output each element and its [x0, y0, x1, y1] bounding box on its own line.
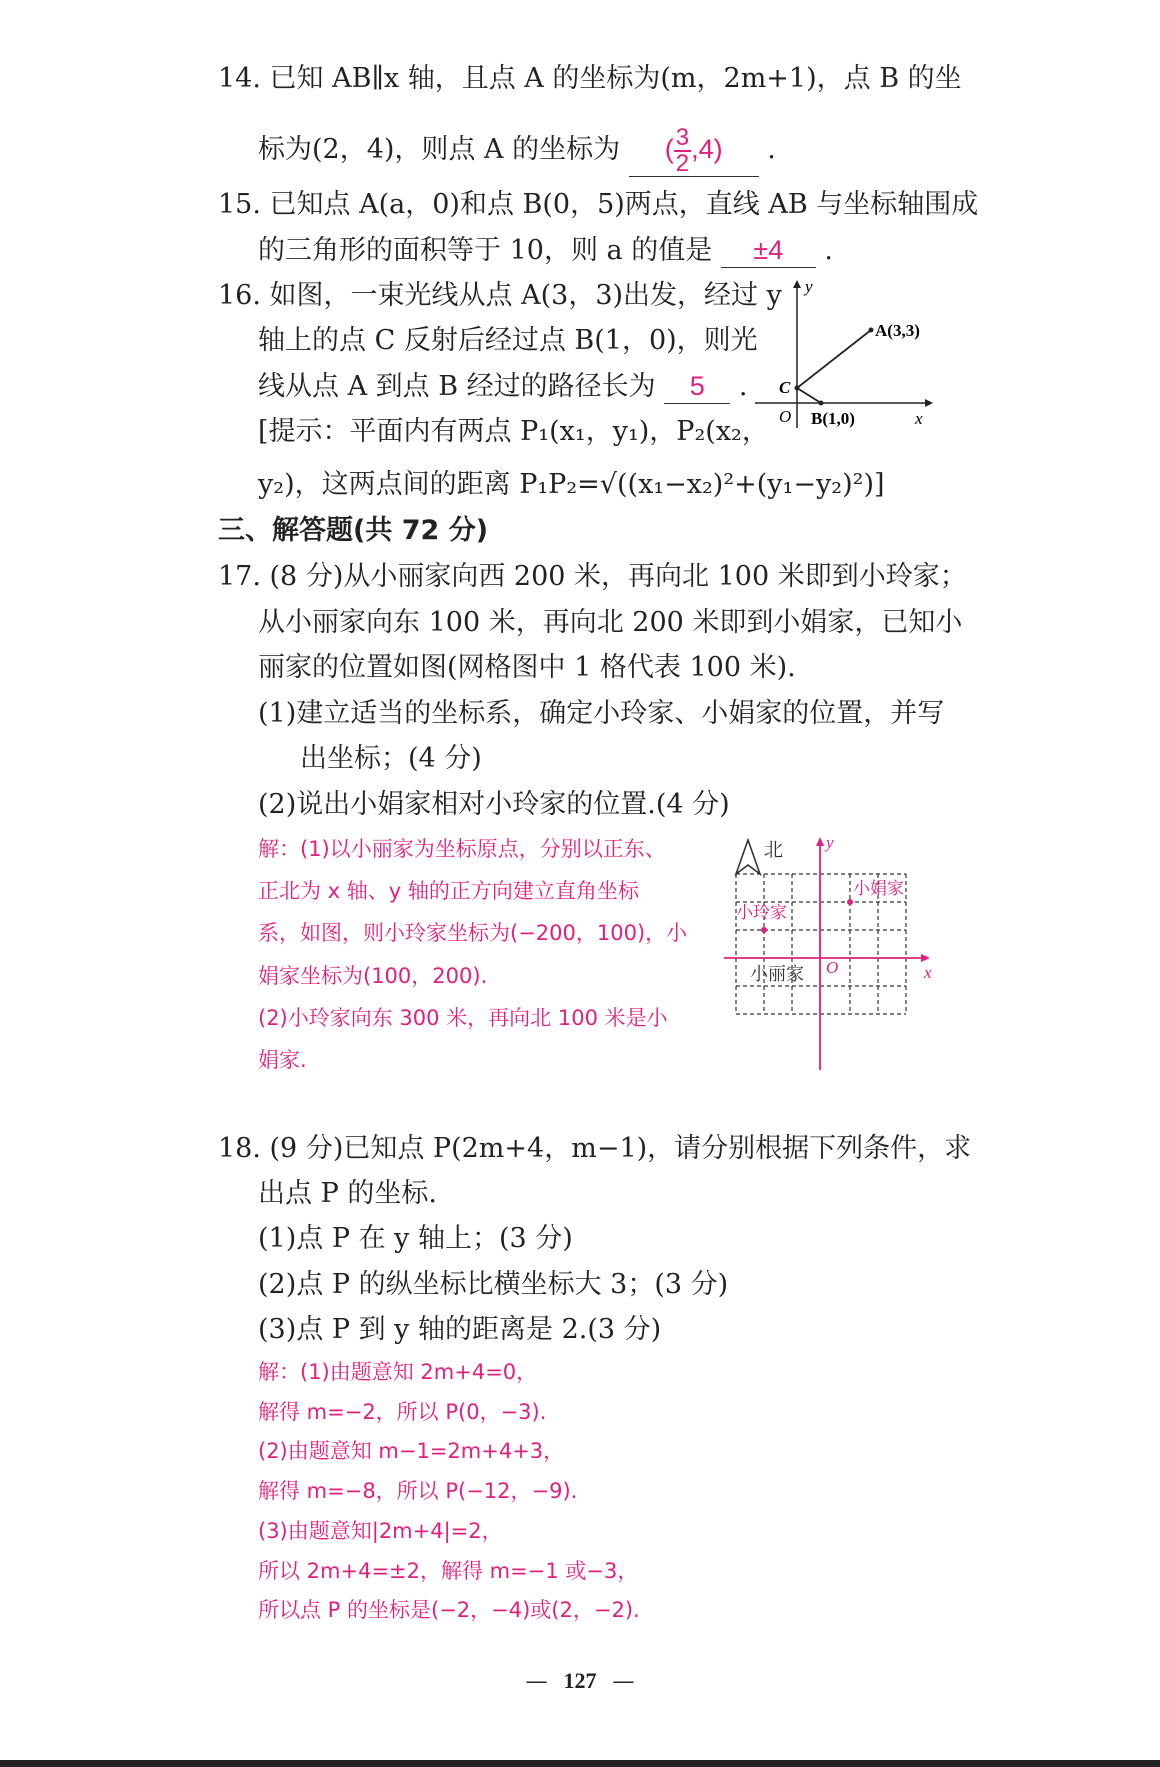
q18-solution-line1: 解：(1)由题意知 2m+4=0， — [258, 1360, 538, 1384]
q16-ray-cb — [797, 388, 821, 403]
q18-part2: (2)点 P 的纵坐标比横坐标大 3；(3 分) — [258, 1269, 729, 1300]
q16-answer: 5 — [664, 369, 730, 404]
q16-point-b — [819, 401, 824, 406]
q14-answer-blank — [629, 126, 759, 177]
q17-line2: 从小丽家向东 100 米，再向北 200 米即到小娟家，已知小 — [258, 607, 963, 638]
section3-title: 三、解答题(共 72 分) — [218, 515, 489, 546]
q17-x-arrow — [921, 954, 930, 962]
q14-line2-prefix: 标为(2，4)，则点 A 的坐标为 — [258, 134, 621, 166]
q17-label-y: y — [826, 834, 834, 852]
q14-answer-numerator: 3 — [675, 124, 690, 151]
q16-line2: 轴上的点 C 反射后经过点 B(1，0)，则光 — [258, 325, 758, 356]
q17-part2: (2)说出小娟家相对小玲家的位置.(4 分) — [258, 789, 730, 820]
bottom-bar — [0, 1760, 1160, 1767]
q16-hint-line1: [提示：平面内有两点 P₁(x₁，y₁)，P₂(x₂， — [258, 416, 769, 447]
q16-label-y: y — [805, 278, 813, 296]
q15-line2-suffix: . — [824, 235, 833, 266]
footer-dash-left: — — [525, 1669, 548, 1694]
q17-solution-line5: (2)小玲家向东 300 米，再向北 100 米是小 — [258, 1006, 668, 1030]
q18-solution-line5: (3)由题意知|2m+4|=2， — [258, 1519, 503, 1543]
q14-answer-close: ,4) — [691, 134, 723, 165]
q17-y-arrow — [816, 837, 824, 846]
q17-part1-line1: (1)建立适当的坐标系，确定小玲家、小娟家的位置，并写 — [258, 698, 945, 729]
q14-answer-fraction — [674, 126, 691, 176]
q14-answer-denominator: 2 — [675, 150, 690, 177]
q17-label-north: 北 — [764, 840, 784, 861]
q17-line3: 丽家的位置如图(网格图中 1 格代表 100 米). — [258, 652, 796, 683]
q16-ray-ac — [797, 330, 871, 388]
q14-answer-open: ( — [664, 134, 674, 165]
q18-line2: 出点 P 的坐标. — [258, 1178, 437, 1209]
q17-label-x: x — [924, 963, 932, 982]
q16-point-c — [795, 386, 800, 391]
q14-line2-suffix: . — [767, 134, 776, 166]
q14-line2 — [258, 126, 776, 177]
q16-x-arrow — [925, 399, 933, 407]
q16-line3 — [258, 369, 747, 404]
q17-solution-line6: 娟家. — [258, 1048, 307, 1072]
q16-figure — [755, 278, 940, 433]
q17-solution-line1: 解：(1)以小丽家为坐标原点，分别以正东、 — [258, 837, 666, 861]
q18-line1: 18. (9 分)已知点 P(2m+4，m−1)，请分别根据下列条件，求 — [218, 1133, 972, 1164]
q17-label-xiaoling: 小玲家 — [736, 903, 787, 922]
q16-label-x: x — [915, 409, 923, 428]
q18-solution-line6: 所以 2m+4=±2，解得 m=−1 或−3， — [258, 1559, 639, 1583]
q18-solution-line3: (2)由题意知 m−1=2m+4+3， — [258, 1439, 565, 1463]
q16-label-o: O — [779, 407, 792, 426]
page-number: 127 — [563, 1668, 597, 1693]
q16-y-arrow — [793, 280, 801, 288]
q18-part3: (3)点 P 到 y 轴的距离是 2.(3 分) — [258, 1314, 662, 1345]
q15-answer: ±4 — [721, 233, 816, 268]
q17-label-xiaojuan: 小娟家 — [853, 879, 904, 898]
q15-line2-prefix: 的三角形的面积等于 10，则 a 的值是 — [258, 235, 713, 266]
q16-label-b: B(1,0) — [811, 409, 855, 428]
north-arrow-icon — [736, 840, 760, 874]
q16-point-a — [869, 328, 874, 333]
q17-solution-line4: 娟家坐标为(100，200). — [258, 964, 488, 988]
q18-part1: (1)点 P 在 y 轴上；(3 分) — [258, 1223, 573, 1254]
q16-label-a: A(3,3) — [875, 321, 920, 340]
q16-line3-suffix: . — [738, 371, 748, 402]
page-footer — [0, 1668, 1160, 1694]
q18-solution-line7: 所以点 P 的坐标是(−2，−4)或(2，−2). — [258, 1598, 640, 1622]
q17-line1: 17. (8 分)从小丽家向西 200 米，再向北 100 米即到小玲家； — [218, 561, 967, 592]
q17-solution-line3: 系，如图，则小玲家坐标为(−200，100)，小 — [258, 921, 688, 945]
q17-label-xiaoli: 小丽家 — [750, 964, 804, 984]
q18-solution-line4: 解得 m=−8，所以 P(−12，−9). — [258, 1479, 578, 1503]
q15-line2 — [258, 233, 833, 268]
q17-point-xiaojuan — [847, 899, 853, 905]
q18-solution-line2: 解得 m=−2，所以 P(0，−3). — [258, 1400, 547, 1424]
q16-line3-prefix: 线从点 A 到点 B 经过的路径长为 — [258, 371, 656, 402]
q17-solution-line2: 正北为 x 轴、y 轴的正方向建立直角坐标 — [258, 879, 639, 903]
q17-figure — [720, 834, 945, 1072]
q17-point-xiaoling — [761, 927, 767, 933]
q17-part1-line2: 出坐标；(4 分) — [300, 743, 482, 774]
footer-dash-right: — — [612, 1669, 635, 1694]
q16-label-c: C — [779, 378, 791, 397]
q14-line1: 14. 已知 AB∥x 轴，且点 A 的坐标为(m，2m+1)，点 B 的坐 — [218, 63, 962, 94]
q16-line1: 16. 如图，一束光线从点 A(3，3)出发，经过 y — [218, 280, 782, 311]
q15-line1: 15. 已知点 A(a，0)和点 B(0，5)两点，直线 AB 与坐标轴围成 — [218, 189, 979, 220]
q17-label-o: O — [826, 958, 839, 977]
q16-hint-line2: y₂)，这两点间的距离 P₁P₂=√((x₁−x₂)²+(y₁−y₂)²)] — [258, 469, 885, 500]
